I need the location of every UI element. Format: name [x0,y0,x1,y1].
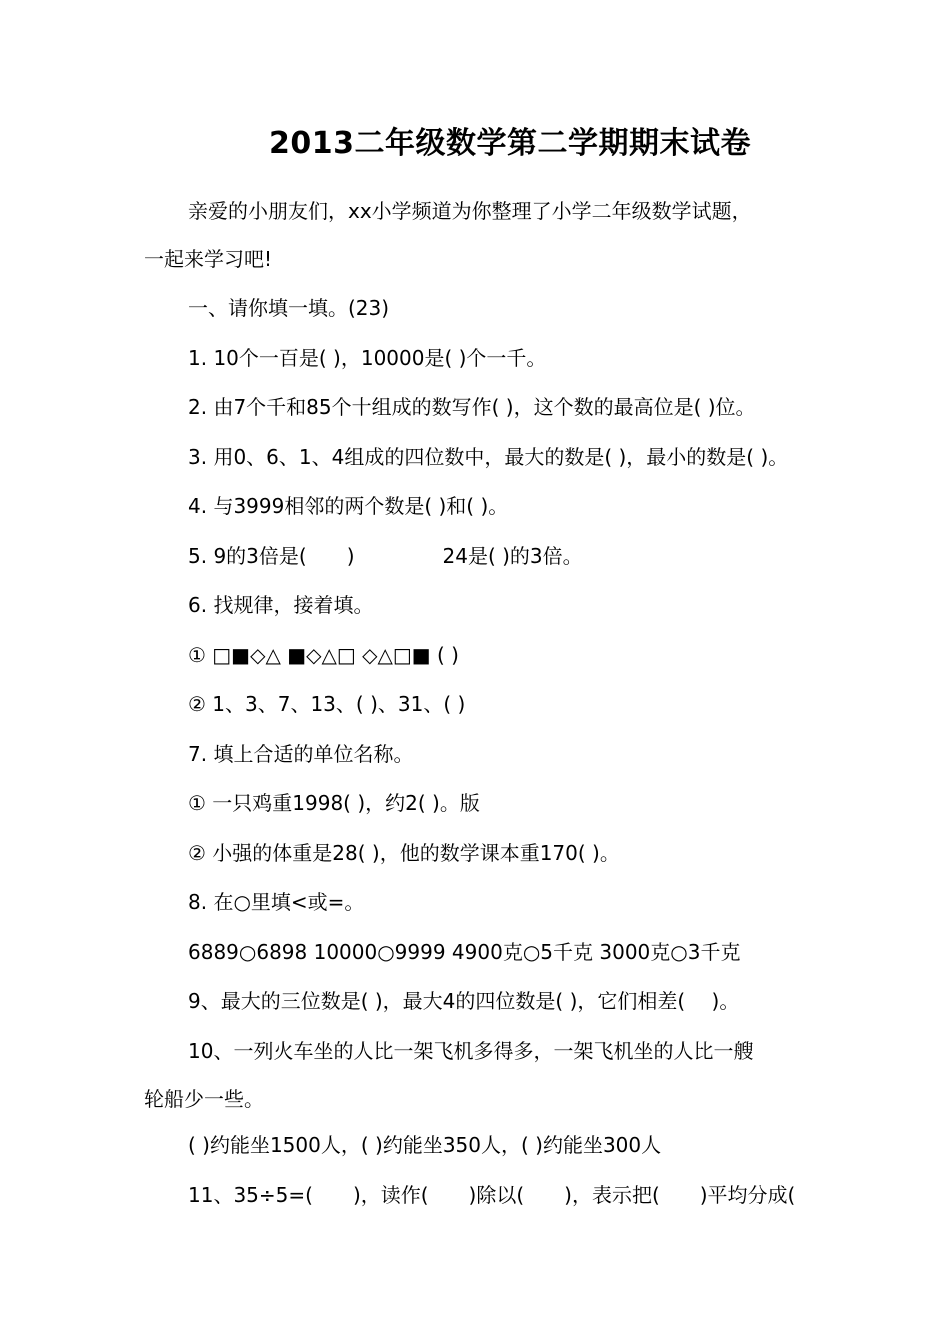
question-4: 4. 与3999相邻的两个数是( )和( )。 [188,494,509,518]
section-heading: 一、请你填一填。(23) [188,296,390,320]
document-title: 2013二年级数学第二学期期末试卷 [269,126,751,161]
question-10-line-2: 轮船少一些。 [144,1087,264,1111]
question-5-part-a: 5. 9的3倍是( ) [188,544,355,568]
question-7: 7. 填上合适的单位名称。 [188,742,414,766]
question-5-part-b: 24是( )的3倍。 [442,544,583,568]
question-6: 6. 找规律，接着填。 [188,593,374,617]
question-5 [188,543,583,569]
question-3: 3. 用0、6、1、4组成的四位数中，最大的数是( )，最小的数是( )。 [188,445,789,469]
question-6-sub-1: ① □■◇△ ■◇△□ ◇△□■ ( ) [188,643,459,667]
question-8-items: 6889○6898 10000○9999 4900克○5千克 3000克○3千克 [188,940,741,964]
question-10-line-1: 10、一列火车坐的人比一架飞机多得多，一架飞机坐的人比一艘 [188,1039,754,1063]
intro-line-1: 亲爱的小朋友们，xx小学频道为你整理了小学二年级数学试题， [188,199,752,223]
question-7-sub-1: ① 一只鸡重1998( )，约2( )。版 [188,791,480,815]
question-7-sub-2: ② 小强的体重是28( )，他的数学课本重170( )。 [188,841,620,865]
question-8: 8. 在○里填<或=。 [188,890,365,914]
question-1: 1. 10个一百是( )，10000是( )个一千。 [188,346,547,370]
question-11: 11、35÷5=( )，读作( )除以( )，表示把( )平均分成( [188,1183,796,1207]
question-10-line-3: ( )约能坐1500人，( )约能坐350人，( )约能坐300人 [188,1133,662,1157]
question-2: 2. 由7个千和85个十组成的数写作( )，这个数的最高位是( )位。 [188,395,756,419]
intro-line-2: 一起来学习吧! [144,247,273,271]
question-9: 9、最大的三位数是( )，最大4的四位数是( )，它们相差( )。 [188,989,740,1013]
question-6-sub-2: ② 1、3、7、13、( )、31、( ) [188,692,466,716]
